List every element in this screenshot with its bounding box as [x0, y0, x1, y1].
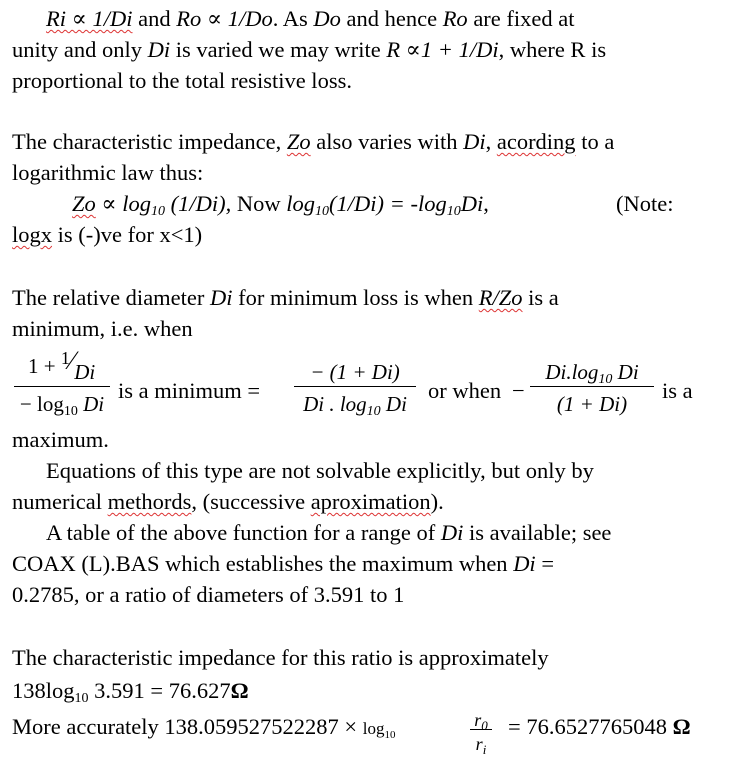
- text-span: = 76.6527765048: [508, 714, 673, 739]
- text-span: 3.591 = 76.627: [88, 678, 231, 703]
- text-span: , where R is: [498, 37, 607, 62]
- note-label: (Note:: [616, 191, 674, 216]
- text-span: r: [475, 734, 483, 754]
- text-line: [46, 4, 575, 33]
- text-span: More accurately 138.059527522287 ×: [12, 714, 363, 739]
- misspelled-word: acording: [496, 129, 576, 154]
- text-span: also varies with: [310, 129, 464, 154]
- fraction-1-numerator: 1 + 1⁄Di: [28, 346, 96, 384]
- subscript: i: [482, 742, 487, 757]
- text-span: is (-)ve for x<1): [52, 222, 203, 247]
- text-span: ∝: [95, 191, 123, 216]
- minus-sign: −: [512, 378, 525, 403]
- subscript: 10: [315, 204, 330, 219]
- math-var: Zo: [286, 129, 311, 154]
- text-span: and: [132, 6, 177, 31]
- subscript: 10: [446, 204, 461, 219]
- text-span: Di: [380, 392, 407, 416]
- math-var: Ro: [442, 6, 468, 31]
- text-span: and hence: [340, 6, 443, 31]
- math-expr: Ro ∝ 1/Do: [176, 6, 273, 31]
- math-var: Zo: [72, 191, 96, 216]
- fraction-bar: [294, 386, 416, 387]
- text-line: [508, 712, 691, 741]
- text-line: [12, 35, 606, 64]
- math-expr: (1/Di),: [165, 191, 237, 216]
- math-expr: log: [122, 191, 152, 216]
- text-line: The characteristic impedance for this ratio is approximately: [12, 645, 549, 670]
- ratio-fraction: [470, 706, 492, 757]
- math-var: Di: [440, 520, 464, 545]
- text-line: [12, 283, 559, 312]
- math-expr: R/Zo: [478, 285, 523, 310]
- equation-text: is a minimum =: [118, 378, 261, 403]
- text-span: ).: [430, 489, 444, 514]
- text-span: 138log: [12, 678, 75, 703]
- fraction-2: [294, 358, 416, 422]
- text-line: proportional to the total resistive loss.: [12, 68, 352, 93]
- equation-text: is a: [662, 378, 693, 403]
- text-span: log: [362, 719, 385, 738]
- text-line: [12, 220, 202, 249]
- text-span: A table of the above function for a range of: [46, 520, 441, 545]
- text-line: [12, 487, 444, 516]
- text-line: [12, 549, 554, 578]
- math-var: Di: [74, 360, 96, 384]
- text-line: [46, 518, 611, 547]
- fraction-3: [530, 358, 654, 422]
- text-span: is available; see: [463, 520, 612, 545]
- text-span: − log: [19, 392, 64, 416]
- fraction-3-denominator: (1 + Di): [556, 392, 628, 416]
- math-expr: R ∝1 + 1/Di: [386, 37, 499, 62]
- fraction-bar: [530, 386, 654, 387]
- text-span: unity and only: [12, 37, 148, 62]
- subscript: 10: [74, 691, 89, 706]
- text-span: . As: [272, 6, 314, 31]
- text-span: Now: [236, 191, 287, 216]
- text-span: Di.log: [545, 360, 599, 384]
- math-var: Di: [460, 191, 484, 216]
- subscript: 10: [366, 404, 381, 419]
- math-var: Di: [77, 392, 105, 416]
- text-line: [12, 676, 249, 705]
- text-span: 1 +: [28, 354, 61, 378]
- text-span: r: [474, 710, 482, 730]
- text-line: minimum, i.e. when: [12, 316, 193, 341]
- subscript: 10: [598, 372, 613, 387]
- text-span: is varied we may write: [170, 37, 387, 62]
- ohm-symbol: Ω: [672, 714, 691, 739]
- fraction-1-denominator: [14, 390, 110, 419]
- text-span: The characteristic impedance,: [12, 129, 287, 154]
- text-line: maximum.: [12, 427, 109, 452]
- text-span: Di: [612, 360, 639, 384]
- equation-text: or when: [428, 378, 502, 403]
- text-span: , (successive: [191, 489, 311, 514]
- text-line: [72, 189, 489, 218]
- text-span: ,: [485, 129, 497, 154]
- math-var: Di: [210, 285, 233, 310]
- text-span: The relative diameter: [12, 285, 211, 310]
- text-span: to a: [575, 129, 615, 154]
- math-expr: Ri ∝ 1/Di: [46, 6, 133, 31]
- text-span: is a: [522, 285, 559, 310]
- subscript: 0: [481, 718, 488, 733]
- math-expr: logx: [12, 222, 53, 247]
- text-span: numerical: [12, 489, 108, 514]
- text-span: COAX (L).BAS which establishes the maximum when: [12, 551, 514, 576]
- text-span: Di . log: [303, 392, 367, 416]
- ratio-denominator: [470, 730, 492, 759]
- text-line: [12, 712, 395, 743]
- subscript: 10: [151, 204, 166, 219]
- fraction-2-denominator: [294, 390, 416, 419]
- text-line: logarithmic law thus:: [12, 160, 204, 185]
- math-expr: log: [286, 191, 316, 216]
- fraction-2-numerator: − (1 + Di): [310, 360, 400, 384]
- text-span: 1: [60, 348, 70, 368]
- math-var: Di: [513, 551, 536, 576]
- subscript: 10: [63, 404, 78, 419]
- text-line: [12, 127, 614, 156]
- subscript: 10: [384, 729, 396, 741]
- ohm-symbol: Ω: [230, 678, 249, 703]
- fraction-1: [14, 346, 110, 422]
- math-var: Di: [147, 37, 171, 62]
- misspelled-word: methords: [107, 489, 192, 514]
- text-span: are fixed at: [467, 6, 575, 31]
- text-line: Equations of this type are not solvable explicitly, but only by: [46, 458, 594, 483]
- text-span: for minimum loss is when: [232, 285, 479, 310]
- text-span: ,: [483, 191, 489, 216]
- math-var: Do: [313, 6, 341, 31]
- fraction-bar: [14, 386, 110, 387]
- fraction-3-numerator: [530, 358, 654, 387]
- text-span: =: [535, 551, 555, 576]
- math-var: Di: [463, 129, 486, 154]
- math-expr: (1/Di) = -log: [329, 191, 447, 216]
- text-line: 0.2785, or a ratio of diameters of 3.591 to 1: [12, 582, 405, 607]
- misspelled-word: aproximation: [310, 489, 431, 514]
